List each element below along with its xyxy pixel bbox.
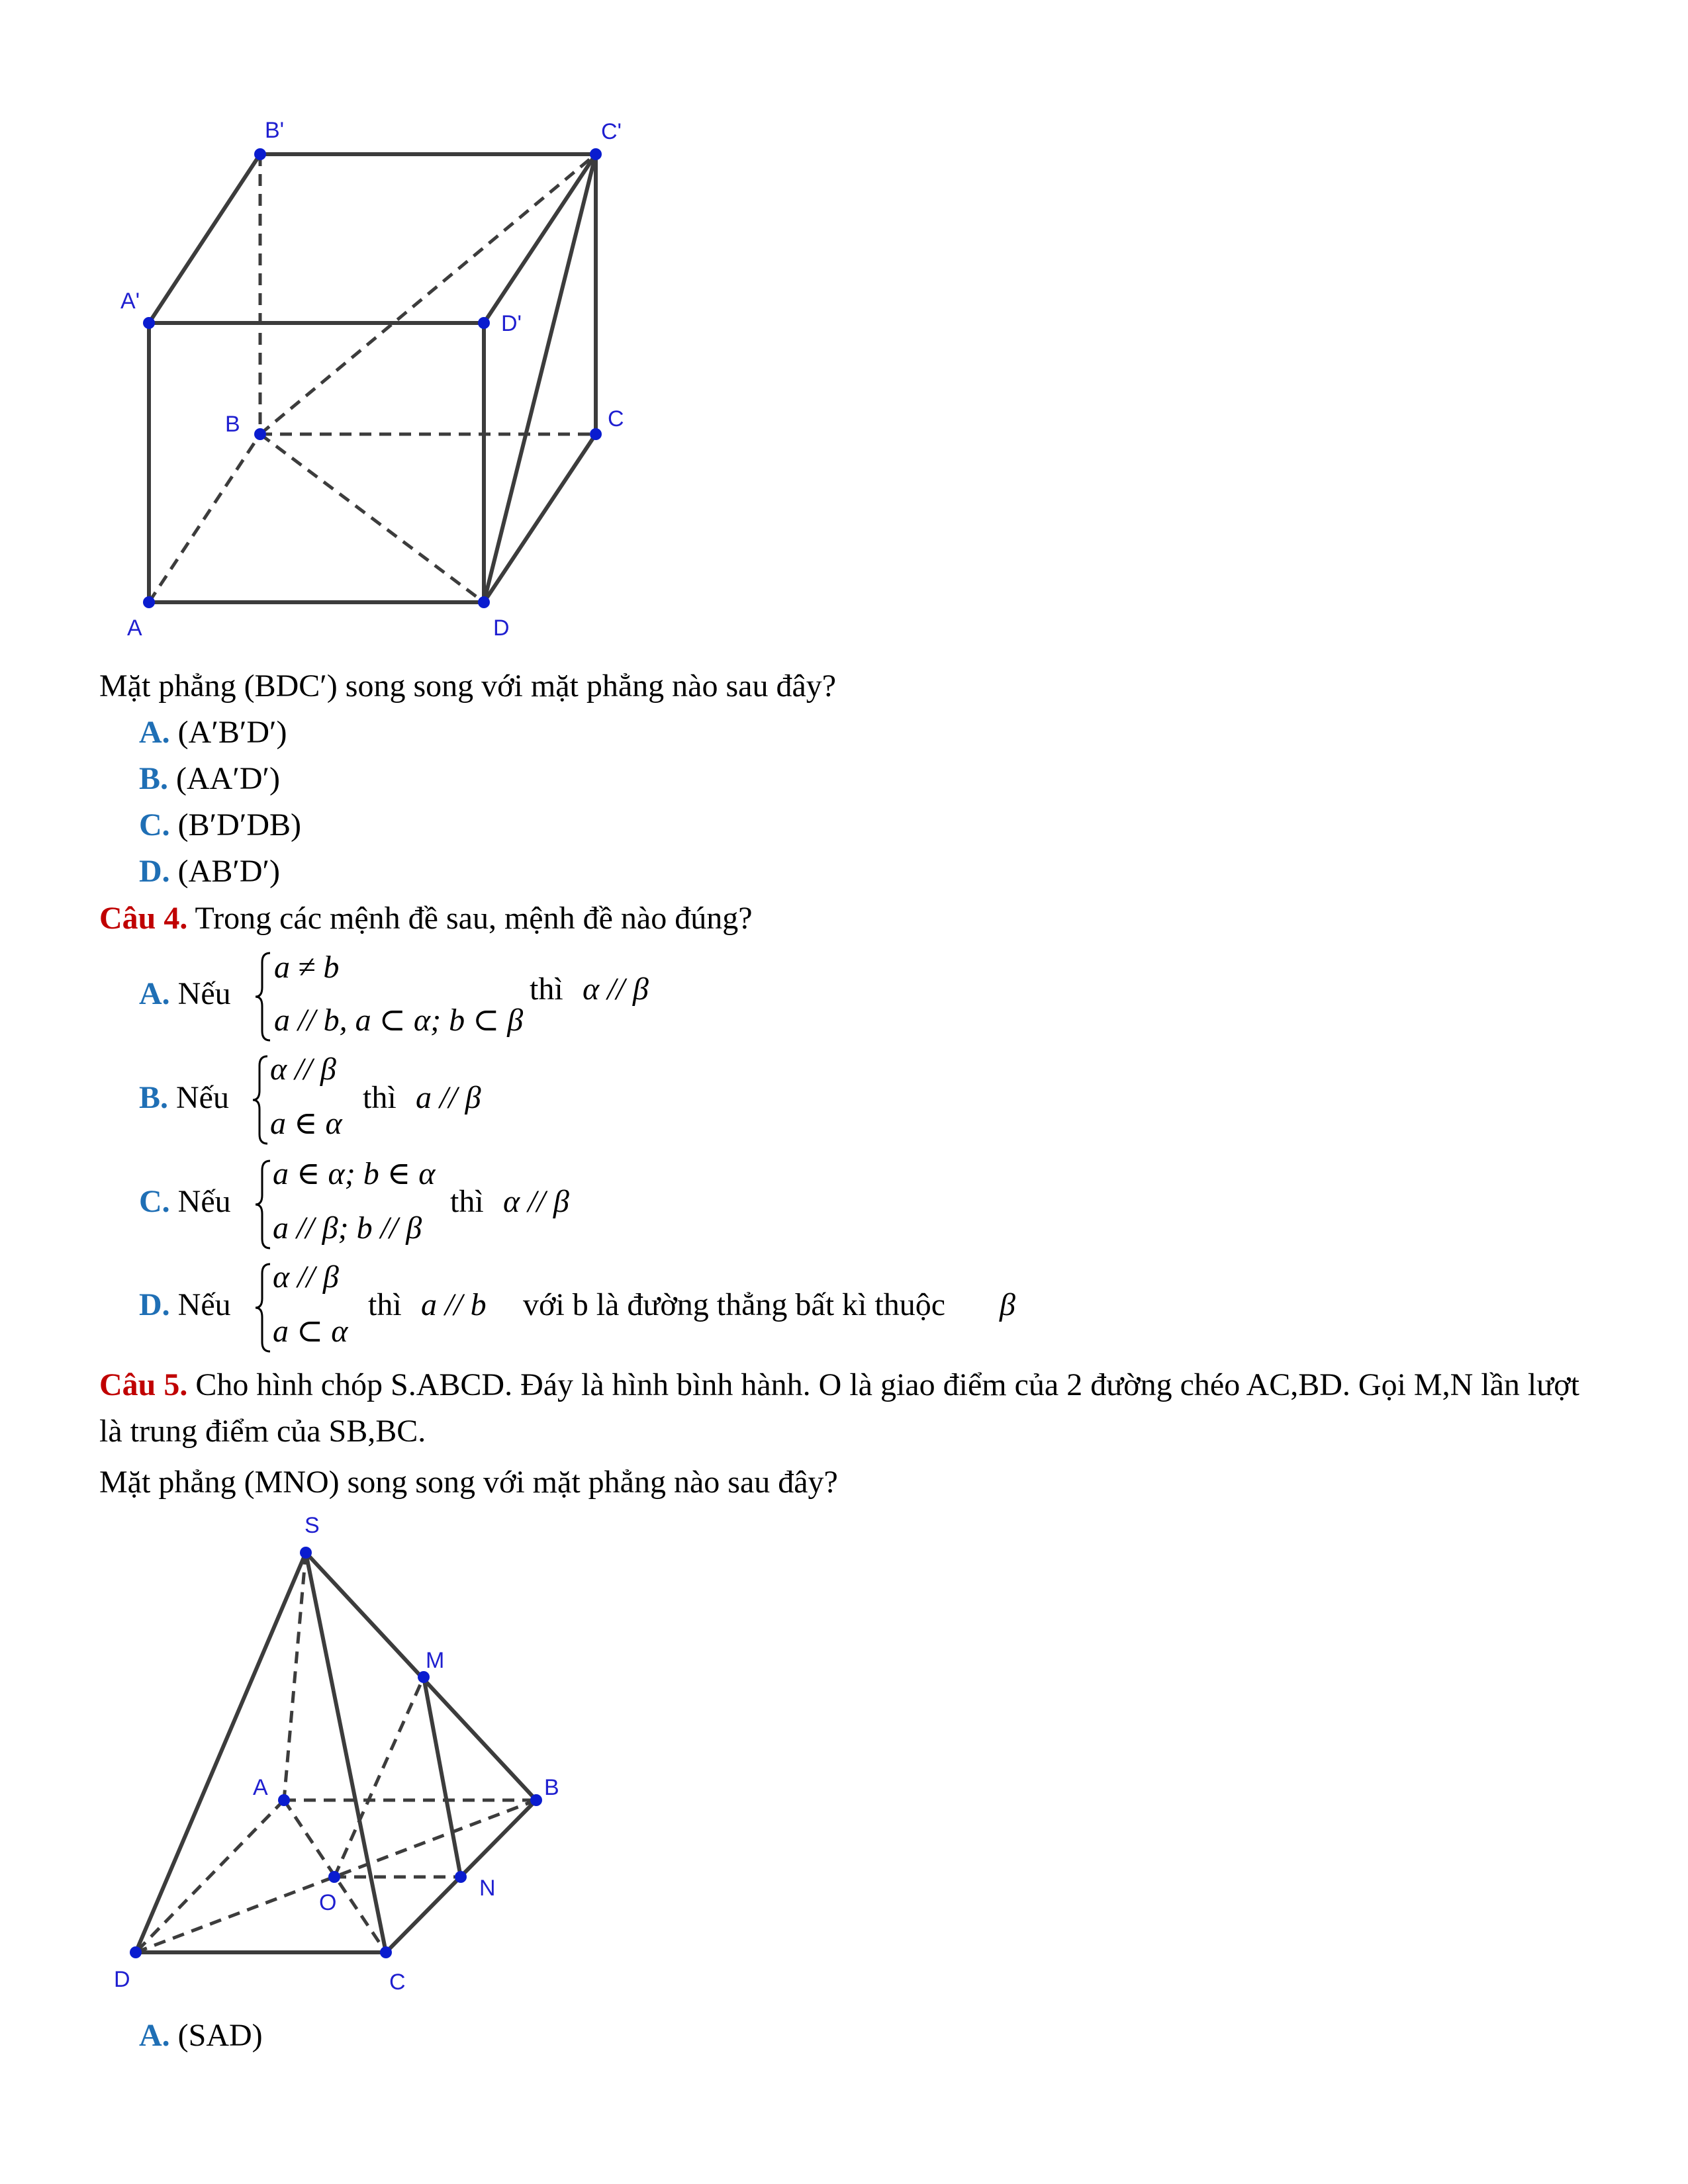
- option-text: (A′B′D′): [177, 715, 287, 750]
- option-label: A.: [139, 715, 170, 750]
- question-text: Cho hình chóp S.ABCD. Đáy là hình bình hành. O là giao điểm của 2 đường chéo AC,BD. Gọi M,N lần lượt là trung điểm của SB,BC.: [99, 1367, 1579, 1449]
- q5-option-a[interactable]: [139, 2016, 263, 2056]
- label-m: M: [426, 1648, 445, 1673]
- option-prefix: [139, 1285, 231, 1325]
- point-a: [143, 596, 155, 608]
- option-label: B.: [139, 761, 169, 796]
- q3-option-d[interactable]: [139, 852, 280, 891]
- point-c: [590, 428, 602, 440]
- edge-d1-c1: [484, 154, 596, 323]
- option-prefix: [139, 974, 231, 1014]
- condition-1: a ≠ b: [274, 950, 340, 985]
- label-n: N: [479, 1876, 496, 1901]
- segment-d-c1: [484, 154, 596, 602]
- left-brace: [252, 1054, 270, 1146]
- hidden-segment-o-m: [334, 1677, 424, 1877]
- label-d: D: [114, 1967, 130, 1992]
- option-label: B.: [139, 1080, 169, 1115]
- option-prefix: [139, 1182, 231, 1222]
- label-o: O: [319, 1890, 337, 1915]
- condition-1: a ∈ α; b ∈ α: [273, 1156, 436, 1191]
- option-prefix: [139, 1078, 229, 1118]
- if-word: Nếu: [176, 1080, 229, 1115]
- question-number: Câu 5.: [99, 1367, 188, 1402]
- label-c1: C': [601, 119, 622, 144]
- point-b1: [254, 148, 266, 160]
- left-brace: [254, 1158, 273, 1251]
- then-word: thì: [368, 1287, 402, 1322]
- label-b1: B': [265, 118, 285, 143]
- conclusion-suffix: với b là đường thẳng bất kì thuộc: [523, 1287, 946, 1322]
- conclusion: α // β: [503, 1184, 569, 1219]
- condition-1: α // β: [273, 1259, 339, 1295]
- point-o: [328, 1871, 340, 1883]
- conclusion: α // β: [583, 972, 649, 1007]
- pyramid-figure: [99, 1502, 576, 2019]
- option-text: (SAD): [177, 2018, 263, 2053]
- if-word: Nếu: [177, 976, 231, 1011]
- label-a1: A': [120, 289, 140, 314]
- suffix-math: β: [1000, 1287, 1015, 1322]
- left-brace: [254, 1261, 273, 1354]
- point-d1: [478, 317, 490, 329]
- q5-question: Mặt phẳng (MNO) song song với mặt phẳng nào sau đây?: [99, 1465, 838, 1500]
- option-label: A.: [139, 2018, 170, 2053]
- q3-option-a[interactable]: [139, 713, 287, 752]
- left-brace: [254, 950, 273, 1043]
- point-b: [254, 428, 266, 440]
- label-c: C: [608, 406, 624, 432]
- option-text: (B′D′DB): [177, 807, 301, 842]
- if-word: Nếu: [177, 1184, 231, 1219]
- option-label: D.: [139, 1287, 170, 1322]
- q4-heading: [99, 899, 753, 938]
- hidden-segment-b-d: [260, 434, 484, 602]
- point-a: [278, 1794, 290, 1806]
- question-text: Trong các mệnh đề sau, mệnh đề nào đúng?: [195, 901, 753, 936]
- q5-heading: [99, 1362, 1609, 1455]
- q3-question: Mặt phẳng (BDC′) song song với mặt phẳng nào sau đây?: [99, 668, 837, 704]
- label-b: B: [225, 412, 240, 437]
- option-text: (AB′D′): [177, 854, 280, 889]
- cube-figure: [99, 106, 662, 649]
- edge-a1-b1: [149, 154, 260, 323]
- option-text: (AA′D′): [176, 761, 280, 796]
- edge-s-d: [136, 1553, 306, 1952]
- point-s: [300, 1547, 312, 1559]
- point-a1: [143, 317, 155, 329]
- point-d: [478, 596, 490, 608]
- hidden-edge-s-a: [284, 1553, 306, 1800]
- label-c: C: [389, 1970, 406, 1995]
- point-c1: [590, 148, 602, 160]
- if-word: Nếu: [177, 1287, 231, 1322]
- option-label: D.: [139, 854, 170, 889]
- then-word: thì: [363, 1080, 397, 1115]
- option-label: C.: [139, 1184, 170, 1219]
- then-word: thì: [450, 1184, 484, 1219]
- point-d: [130, 1946, 142, 1958]
- conclusion: a // b: [421, 1287, 487, 1322]
- conclusion: a // β: [416, 1080, 481, 1115]
- condition-1: α // β: [270, 1052, 336, 1087]
- point-n: [455, 1871, 467, 1883]
- point-b: [530, 1794, 542, 1806]
- q3-option-b[interactable]: [139, 759, 280, 799]
- hidden-segment-b-c1: [260, 154, 596, 434]
- label-d1: D': [501, 311, 522, 336]
- condition-2: a ⊂ α: [273, 1314, 348, 1349]
- hidden-edge-a-b: [149, 434, 260, 602]
- condition-2: a // β; b // β: [273, 1210, 422, 1246]
- hidden-edge-a-d: [136, 1800, 284, 1952]
- point-c: [380, 1946, 392, 1958]
- label-s: S: [305, 1513, 320, 1538]
- condition-2: a ∈ α: [270, 1106, 342, 1141]
- label-a: A: [127, 615, 142, 641]
- edge-d-c: [484, 434, 596, 602]
- label-a: A: [253, 1775, 268, 1800]
- q3-option-c[interactable]: [139, 805, 301, 845]
- label-b: B: [544, 1775, 559, 1800]
- option-label: C.: [139, 807, 170, 842]
- segment-m-n: [424, 1677, 461, 1877]
- question-number: Câu 4.: [99, 901, 188, 936]
- condition-2: a // b, a ⊂ α; b ⊂ β: [274, 1003, 524, 1038]
- then-word: thì: [530, 972, 563, 1007]
- label-d: D: [493, 615, 510, 641]
- option-label: A.: [139, 976, 170, 1011]
